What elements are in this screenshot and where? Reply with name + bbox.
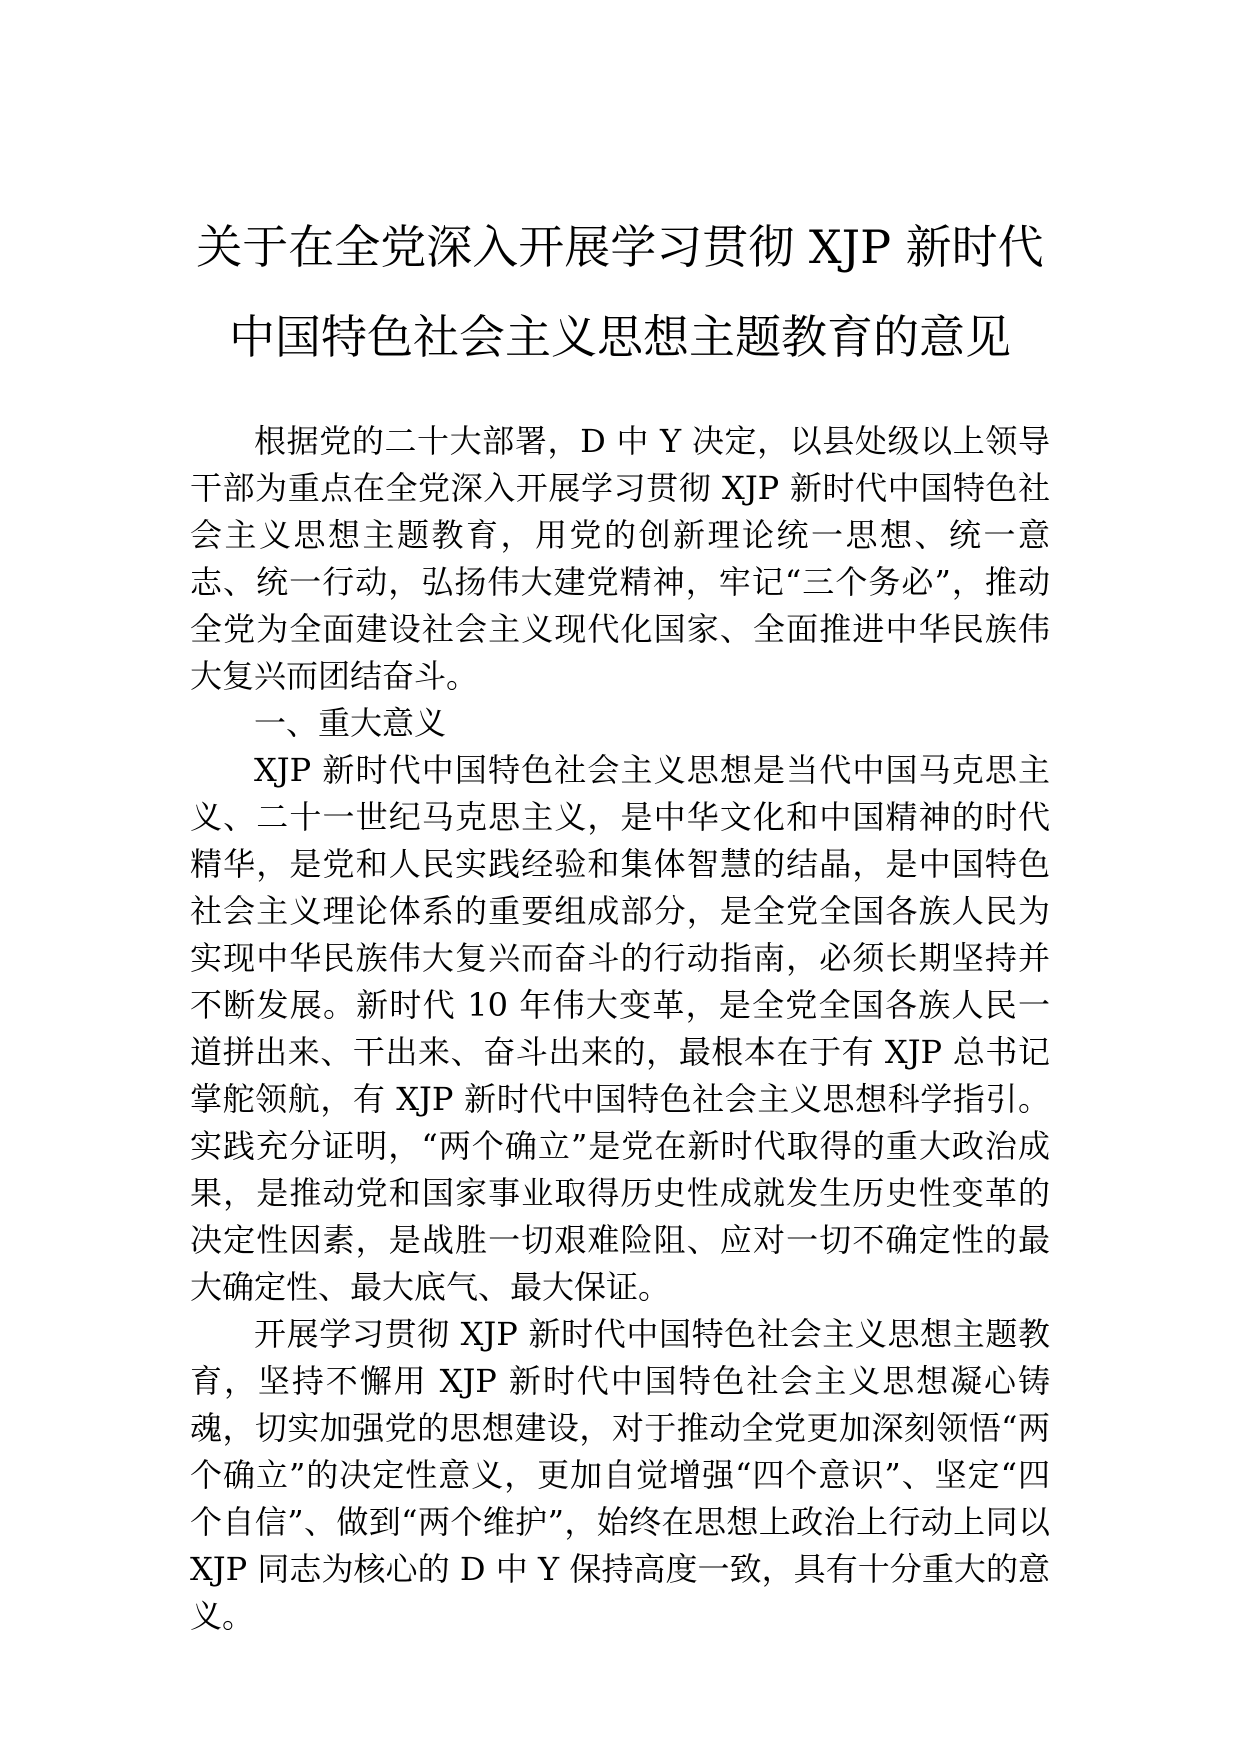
section-1-paragraph-2: 开展学习贯彻 XJP 新时代中国特色社会主义思想主题教育，坚持不懈用 XJP 新时代中国特色社会主义思想凝心铸魂，切实加强党的思想建设，对于推动全党更加深刻领悟“两个确立”的决定性意义，更加自觉增强“四个意识”、坚定“四个自信”、做到“两个维护”，始终在思想上政治上行动上同以 XJP 同志为核心的 D 中 Y 保持高度一致，具有十分重大的意义。 [190, 1315, 1050, 1635]
intro-paragraph: 根据党的二十大部署，D 中 Y 决定，以县处级以上领导干部为重点在全党深入开展学习贯彻 XJP 新时代中国特色社会主义思想主题教育，用党的创新理论统一思想、统一意志、统一行动，弘扬伟大建党精神，牢记“三个务必”，推动全党为全面建设社会主义现代化国家、全面推进中华民族伟大复兴而团结奋斗。 [190, 422, 1050, 695]
document-body [190, 418, 1050, 1640]
section-heading-1: 一、重大意义 [254, 704, 447, 742]
document-title-line-2: 中国特色社会主义思想主题教育的意见 [229, 310, 1011, 364]
section-1-paragraph-1: XJP 新时代中国特色社会主义思想是当代中国马克思主义、二十一世纪马克思主义，是中华文化和中国精神的时代精华，是党和人民实践经验和集体智慧的结晶，是中国特色社会主义理论体系的重要组成部分，是全党全国各族人民为实现中华民族伟大复兴而奋斗的行动指南，必须长期坚持并不断发展。新时代 10 年伟大变革，是全党全国各族人民一道拼出来、干出来、奋斗出来的，最根本在于有 XJP 总书记掌舵领航，有 XJP 新时代中国特色社会主义思想科学指引。实践充分证明，“两个确立”是党在新时代取得的重大政治成果，是推动党和国家事业取得历史性成就发生历史性变革的决定性因素，是战胜一切艰难险阻、应对一切不确定性的最大确定性、最大底气、最大保证。 [190, 751, 1050, 1306]
document-title-line-1: 关于在全党深入开展学习贯彻 XJP 新时代 [196, 220, 1044, 274]
